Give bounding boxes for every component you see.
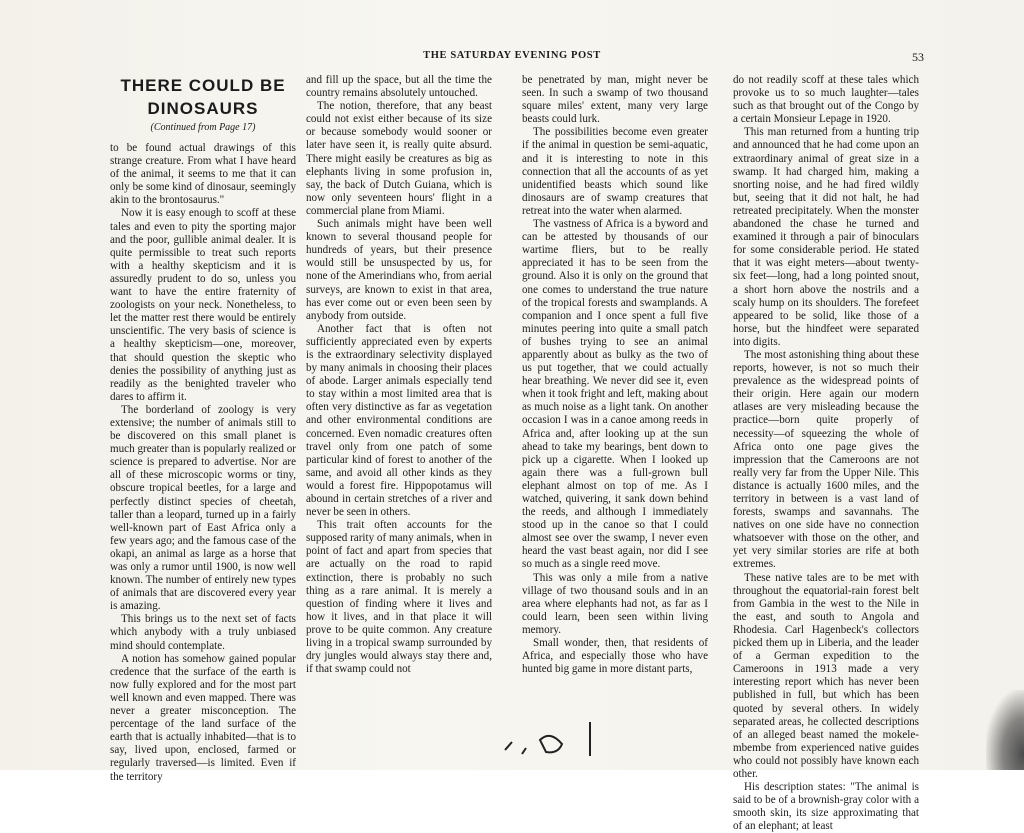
paragraph: This trait often accounts for the supposed rarity of many animals, when in point of fact and apart from species that are actually on the road to rapid extinction, there is probably no such thing as a rare animal. It is merely a question of finding where it lives and how it lives, and in that place it will prove to be quite common. Any creature living in a tropical swamp surrounded by dry jungles would always stay there and, if that swamp could not	[306, 519, 492, 676]
pencil-scribble-mark	[500, 720, 610, 760]
paragraph: The borderland of zoology is very extensive; the number of animals still to be discovered on this small planet is much greater than is popularly realized or science is prepared to advertise. Nor are all of these microscopic worms or tiny, obscure tropical beetles, for a large and perfectly distinct species of cheetah, taller than a leopard, turned up in a fairly well-known part of East Africa only a few years ago; and the famous case of the okapi, an animal as large as a horse that was only a rumor until 1900, is now well known. The number of entirely new types of animals that are discovered every year is amazing.	[110, 403, 296, 613]
paragraph: Now it is easy enough to scoff at these tales and even to pity the sporting major and the poor, gullible animal dealer. It is quite permissible to treat such reports with a healthy skepticism and it is assuredly prudent to do so, unless you want to have the entire fraternity of zoologists on your neck. Nonetheless, to let the matter rest there would be entirely unscientific. The very basis of science is a healthy skepticism—one, moreover, that should question the skeptic who denies the possibility of anything just as readily as the benighted traveler who dares to affirm it.	[110, 207, 296, 403]
column-4	[733, 74, 919, 833]
column-1	[110, 142, 296, 784]
paragraph: Another fact that is often not sufficiently appreciated even by experts is the extraordinary selectivity displayed by many animals in choosing their places of abode. Larger animals especially tend to stay within a most limited area that is often very distinctive as far as vegetation and other environmental conditions are concerned. Even nomadic creatures often travel only from one patch of some particular kind of forest to another of the same, and avoid all other kinds as they would a forest fire. Hippopotamus will abound in certain stretches of a river and never be seen in others.	[306, 322, 492, 519]
headline-line-2: DINOSAURS	[147, 99, 259, 118]
paragraph: The notion, therefore, that any beast could not exist either because of its size or because somebody would sooner or later have seen it, is really quite absurd. There might easily be creatures as big as elephants living in some profusion in, say, the back of Dutch Guiana, which is now only seventeen hours' flight in a commercial plane from Miami.	[306, 100, 492, 217]
paragraph: This was only a mile from a native village of two thousand souls and in an area where elephants had not, as far as I could learn, been seen within living memory.	[522, 571, 708, 636]
headline-line-1: THERE COULD BE	[120, 76, 286, 95]
paragraph: The vastness of Africa is a byword and can be attested by thousands of our wartime fliers, but to be really appreciated it has to be seen from the ground. Also it is only on the ground that one comes to understand the true nature of the tropical forests and swamplands. A companion and I once spent a full five minutes peering into quite a small patch of bushes trying to see an animal apparently about as bulky as the two of us put together, that we could actually hear breathing. We never did see it, even when it took fright and left, making about as much noise as a light tank. On another occasion I was in a canoe among reeds in Africa and, after looking up at the sun ahead to take my bearings, bent down to pick up a cigarette. When I looked up again there was a full-grown bull elephant almost on top of me. As I watched, quivering, it sank down behind the reeds, and although I immediately stood up in the canoe so that I could almost see over the swamp, I never even heard the vast beast again, nor did I see so much as a single reed move.	[522, 218, 708, 571]
paragraph: Small wonder, then, that residents of Africa, and especially those who have hunted big game in more distant parts,	[522, 637, 708, 676]
paragraph: The most astonishing thing about these reports, however, is not so much their prevalence as the widespread points of their origin. Here again our modern atlases are very misleading because the practice—born quite properly of necessity—of squeezing the whole of Africa onto one page gives the impression that the Cameroons are not really very far from the Upper Nile. This distance is actually 1600 miles, and the territory in between is a vast land of forests, swamps and savannahs. The natives on one side have no connection whatsoever with those on the other, and yet very similar stories are rife at both extremes.	[733, 348, 919, 571]
page-number: 53	[912, 50, 924, 64]
column-3	[522, 74, 708, 676]
paragraph: to be found actual drawings of this strange creature. From what I have heard of the animal, it seems to me that it can only be some kind of dinosaur, seemingly akin to the brontosaurus."	[110, 142, 296, 207]
paragraph: His description states: "The animal is said to be of a brownish-gray color with a smooth skin, its size approximating that of an elephant; at least	[733, 781, 919, 833]
paragraph: The possibilities become even greater if the animal in question be semi-aquatic, and it is interesting to note in this connection that all the accounts of as yet unidentified beasts which sound like dinosaurs are of swamp creatures that retreat into the water when alarmed.	[522, 126, 708, 217]
paragraph: This man returned from a hunting trip and announced that he had come upon an extraordinary animal of great size in a swamp. It had charged him, making a snorting noise, and he had fired wildly but, seeing that it did not halt, he had retreated precipitately. When the monster abandoned the chase he turned and examined it through a pair of binoculars for some considerable period. He stated that it was eight meters—about twenty-six feet—long, had a long pointed snout, a short horn above the nostrils and a scaly hump on its shoulders. The forefeet appeared to be solid, like those of a horse, but the hindfeet were separated into digits.	[733, 126, 919, 348]
running-header: THE SATURDAY EVENING POST	[423, 50, 601, 61]
paragraph: and fill up the space, but all the time the country remains absolutely untouched.	[306, 74, 492, 100]
article-headline	[110, 74, 296, 120]
paragraph: These native tales are to be met with throughout the equatorial-rain forest belt from Gambia in the west to the Nile in the east, and south to Angola and Rhodesia. Carl Hagenbeck's collectors picked them up in Liberia, and the leader of a German expedition to the Cameroons in 1913 made a very interesting report which has never been published in full, but which has been quoted by several others. In widely separated areas, he collected descriptions of an alleged beast named the mokele-mbembe from experienced native guides who could not possibly have known each other.	[733, 571, 919, 780]
paragraph: be penetrated by man, might never be seen. In such a swamp of two thousand square miles' extent, many very large beasts could lurk.	[522, 74, 708, 126]
paragraph: A notion has somehow gained popular credence that the surface of the earth is now fully explored and for the most part well known and even mapped. There was never a greater misconception. The percentage of the land surface of the earth that is actually inhabited—that is to say, lived upon, enclosed, farmed or regularly traversed—is limited. Even if the territory	[110, 652, 296, 783]
paragraph: do not readily scoff at these tales which provoke us to so much laughter—tales such as that brought out of the Congo by a certain Monsieur Lepage in 1920.	[733, 74, 919, 126]
continued-note: (Continued from Page 17)	[150, 122, 256, 133]
scan-thumb-shadow	[986, 690, 1024, 770]
paragraph: Such animals might have been well known to several thousand people for hundreds of years, but their presence would still be unsuspected by us, for none of the Amerindians who, from aerial surveys, are known to exist in that area, has ever come out or even been seen by anybody from outside.	[306, 218, 492, 322]
column-2	[306, 74, 492, 676]
paragraph: This brings us to the next set of facts which anybody with a truly unbiased mind should contemplate.	[110, 613, 296, 652]
